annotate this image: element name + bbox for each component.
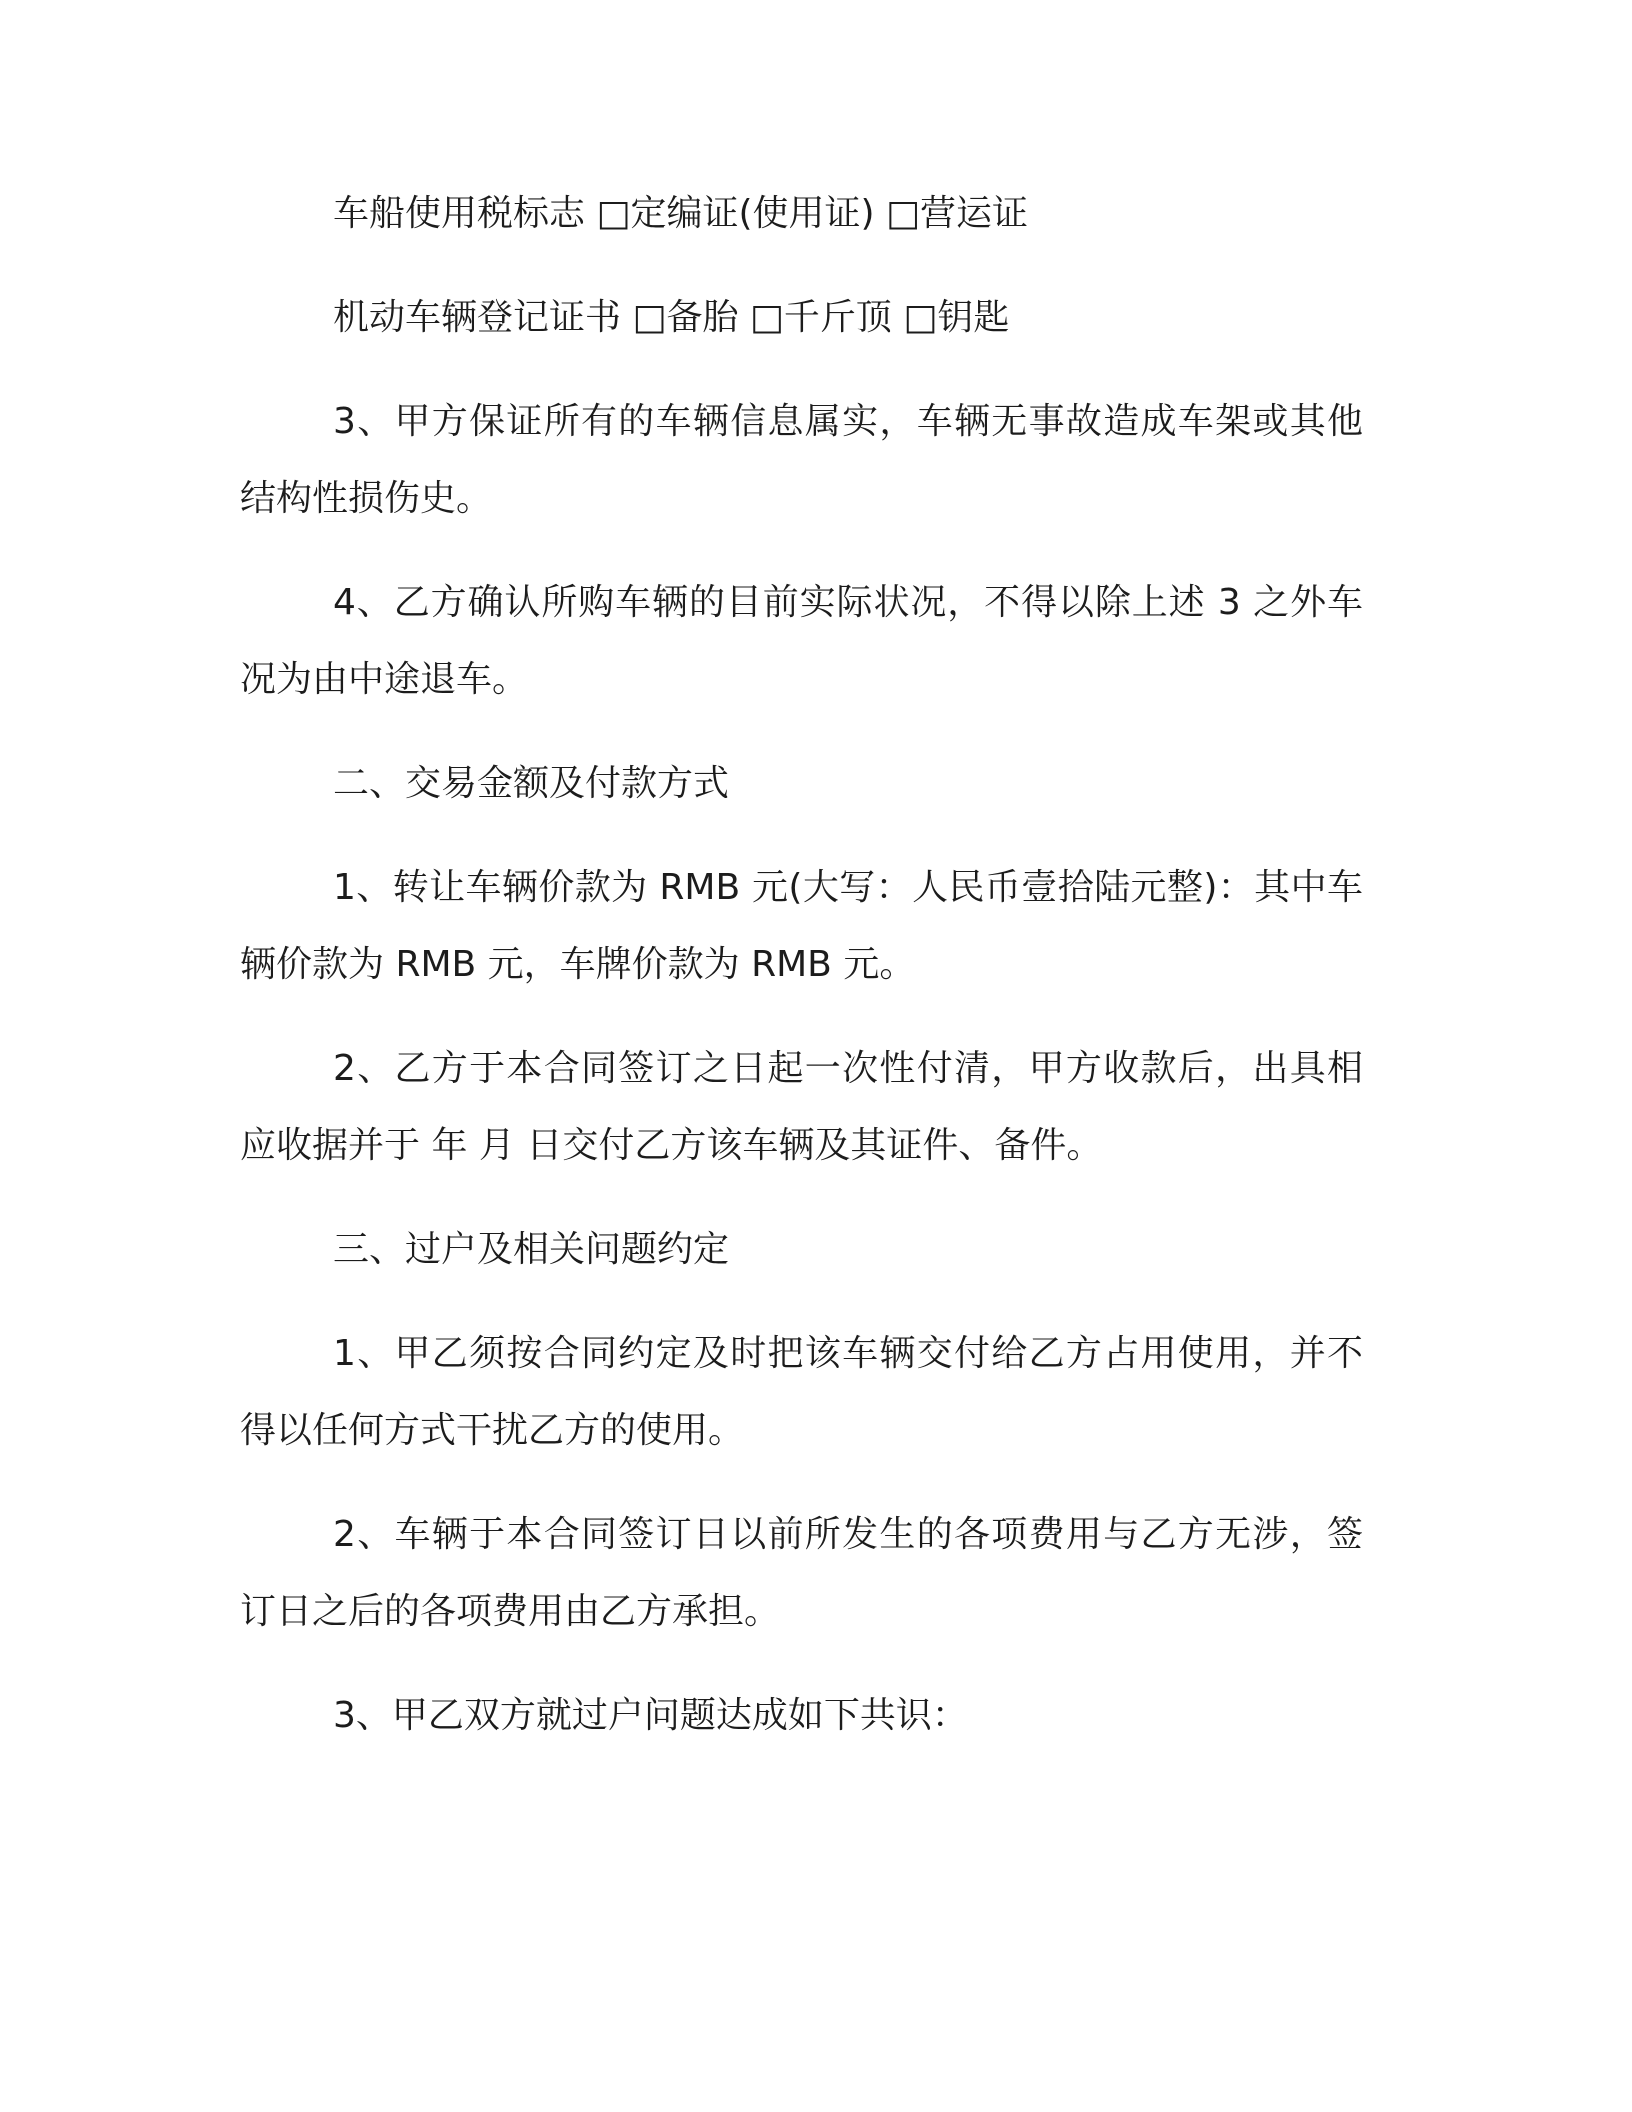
document-body (240, 175, 1363, 1781)
clause-payment-terms (240, 1030, 1363, 1184)
clause-transfer-consensus (240, 1677, 1363, 1754)
clause-buyer-confirmation (240, 564, 1363, 718)
text-line: 结构性损伤史。 (240, 478, 493, 519)
checklist-line-documents (240, 175, 1363, 252)
section-heading-transfer (240, 1211, 1363, 1288)
text-line: 辆价款为 RMB 元，车牌价款为 RMB 元。 (240, 944, 916, 985)
text-line: 订日之后的各项费用由乙方承担。 (240, 1591, 781, 1632)
clause-vehicle-info-guarantee (240, 383, 1363, 537)
text-line: 车船使用税标志 □定编证(使用证) □营运证 (333, 193, 1029, 234)
text-line: 1、甲乙须按合同约定及时把该车辆交付给乙方占用使用，并不 (333, 1333, 1363, 1374)
section-heading: 三、过户及相关问题约定 (333, 1229, 730, 1270)
section-heading-payment (240, 745, 1363, 822)
clause-vehicle-delivery (240, 1315, 1363, 1469)
clause-transfer-price (240, 849, 1363, 1003)
checklist-line-accessories (240, 279, 1363, 356)
text-line: 3、甲方保证所有的车辆信息属实，车辆无事故造成车架或其他 (333, 401, 1363, 442)
text-line: 4、乙方确认所购车辆的目前实际状况，不得以除上述 3 之外车 (333, 582, 1363, 623)
text-line: 1、转让车辆价款为 RMB 元(大写：人民币壹拾陆元整)：其中车 (333, 867, 1363, 908)
text-line: 应收据并于 年 月 日交付乙方该车辆及其证件、备件。 (240, 1125, 1103, 1166)
text-line: 2、乙方于本合同签订之日起一次性付清，甲方收款后，出具相 (333, 1048, 1363, 1089)
clause-expenses (240, 1496, 1363, 1650)
section-heading: 二、交易金额及付款方式 (333, 763, 730, 804)
text-line: 3、甲乙双方就过户问题达成如下共识： (333, 1695, 968, 1736)
text-line: 机动车辆登记证书 □备胎 □千斤顶 □钥匙 (333, 297, 1010, 338)
text-line: 2、车辆于本合同签订日以前所发生的各项费用与乙方无涉，签 (333, 1514, 1363, 1555)
text-line: 得以任何方式干扰乙方的使用。 (240, 1410, 745, 1451)
text-line: 况为由中途退车。 (240, 659, 529, 700)
